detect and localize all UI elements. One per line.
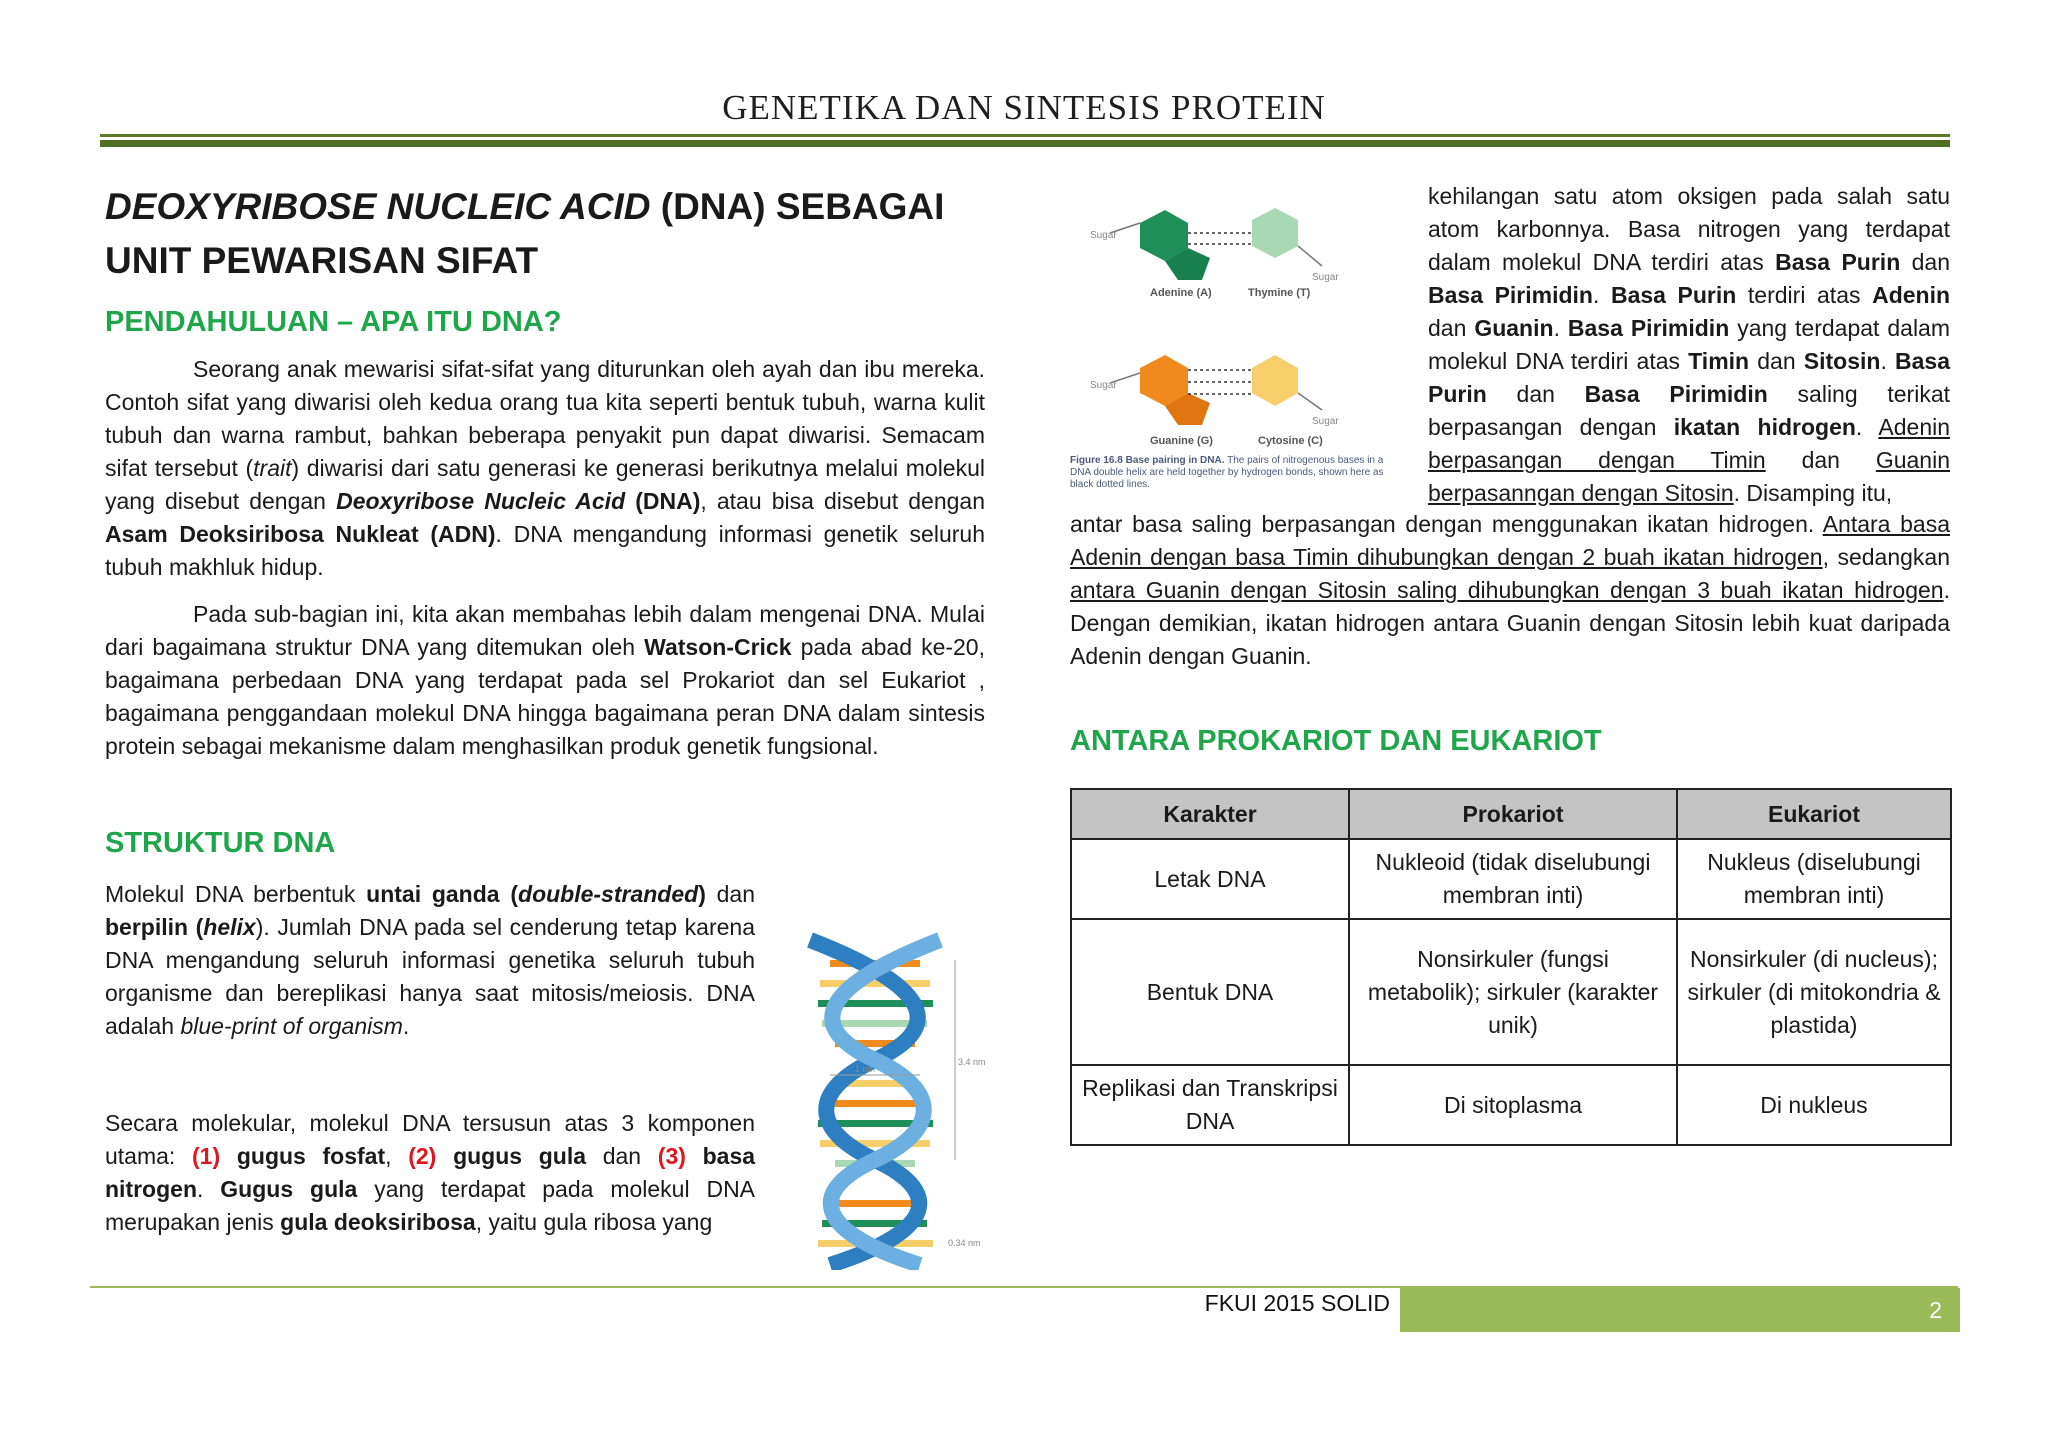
table-cell: Nonsirkuler (di nucleus); sirkuler (di mitokondria & plastida) xyxy=(1677,919,1951,1065)
section-heading-pendahuluan: PENDAHULUAN – APA ITU DNA? xyxy=(105,306,562,338)
table-cell: Nukleoid (tidak diselubungi membran inti) xyxy=(1349,839,1677,919)
main-title-line2: UNIT PEWARISAN SIFAT xyxy=(105,240,539,281)
pitch-label: 3.4 nm xyxy=(958,1057,986,1067)
main-title-italic: DEOXYRIBOSE NUCLEIC ACID xyxy=(105,186,651,227)
dna-double-helix-figure xyxy=(790,930,990,1270)
table-row xyxy=(1071,839,1951,919)
diameter-label: 1 nm xyxy=(855,1064,876,1074)
table-header-karakter: Karakter xyxy=(1071,789,1349,839)
sugar-label-1: Sugar xyxy=(1090,230,1117,241)
paragraph-basa-nitrogen: kehilangan satu atom oksigen pada salah satu atom karbonnya. Basa nitrogen yang terdapat dalam molekul DNA terdiri atas Basa Purin dan Basa Pirimidin. Basa Purin terdiri atas Adenin dan Guanin. Basa Pirimidin yang terdapat dalam molekul DNA terdiri atas Timin dan Sitosin. Basa Purin dan Basa Pirimidin saling terikat berpasangan dengan ikatan hidrogen. Adenin berpasangan dengan Timin dan Guanin berpasanngan dengan Sitosin. Disamping itu, xyxy=(1428,183,1951,506)
right-column-full-text xyxy=(1070,508,1950,758)
thymine-label: Thymine (T) xyxy=(1248,287,1311,299)
table-cell: Nonsirkuler (fungsi metabolik); sirkuler (karakter unik) xyxy=(1349,919,1677,1065)
table-header-row xyxy=(1071,789,1951,839)
cytosine-ring xyxy=(1252,355,1298,406)
right-column-narrow-text xyxy=(1428,180,1950,510)
thymine-ring xyxy=(1252,208,1298,258)
guanine-label: Guanine (G) xyxy=(1150,435,1213,447)
table-row xyxy=(1071,919,1951,1065)
sugar-label-4: Sugar xyxy=(1312,416,1339,427)
paragraph-ikatan-hidrogen: antar basa saling berpasangan dengan menggunakan ikatan hidrogen. Antara basa Adenin dengan basa Timin dihubungkan dengan 2 buah ikatan hidrogen, sedangkan antara Guanin dengan Sitosin saling dihubungkan dengan 3 buah ikatan hidrogen. Dengan demikian, ikatan hidrogen antara Guanin dengan Sitosin lebih kuat daripada Adenin dengan Guanin. xyxy=(1070,511,1951,669)
main-title-rest: (DNA) SEBAGAI xyxy=(650,186,945,227)
paragraph-struktur-1: Molekul DNA berbentuk untai ganda (double-stranded) dan berpilin (helix). Jumlah DNA pada sel cenderung tetap karena DNA mengandung seluruh informasi genetika seluruh tubuh organisme dan bereplikasi hanya saat mitosis/meiosis. DNA adalah blue-print of organism. xyxy=(105,881,755,1039)
prokariot-eukariot-table xyxy=(1070,788,1952,1146)
rise-label: 0.34 nm xyxy=(948,1238,981,1248)
adenine-thymine-pair xyxy=(1090,208,1339,299)
table-cell: Di nukleus xyxy=(1677,1065,1951,1145)
main-title xyxy=(105,180,985,288)
guanine-cytosine-pair xyxy=(1090,355,1339,447)
header-rule-thick xyxy=(100,140,1950,147)
table-cell: Nukleus (diselubungi membran inti) xyxy=(1677,839,1951,919)
base-pairing-caption: Figure 16.8 Base pairing in DNA. The pairs of nitrogenous bases in a DNA double helix are held together by hydrogen bonds, shown here as black dotted lines. xyxy=(1070,455,1384,490)
header-rule-thin xyxy=(100,134,1950,137)
section-heading-prokariot-eukariot: ANTARA PROKARIOT DAN EUKARIOT xyxy=(1070,725,1602,757)
table-cell: Letak DNA xyxy=(1071,839,1349,919)
sugar-label-3: Sugar xyxy=(1090,380,1117,391)
table-cell: Bentuk DNA xyxy=(1071,919,1349,1065)
table-header-prokariot: Prokariot xyxy=(1349,789,1677,839)
paragraph-pendahuluan-2: Pada sub-bagian ini, kita akan membahas lebih dalam mengenai DNA. Mulai dari bagaimana struktur DNA yang ditemukan oleh Watson-Crick pada abad ke-20, bagaimana perbedaan DNA yang terdapat pada sel Prokariot dan sel Eukariot , bagaimana penggandaan molekul DNA hingga bagaimana peran DNA dalam sintesis protein sebagai mekanisme dalam menghasilkan produk genetik fungsional. xyxy=(105,601,985,759)
page-header-title: GENETIKA DAN SINTESIS PROTEIN xyxy=(722,88,1326,127)
footer-text: FKUI 2015 SOLID xyxy=(1204,1290,1390,1316)
table-cell: Replikasi dan Transkripsi DNA xyxy=(1071,1065,1349,1145)
paragraph-struktur-2: Secara molekular, molekul DNA tersusun atas 3 komponen utama: (1) gugus fosfat, (2) gugus gula dan (3) basa nitrogen. Gugus gula yang terdapat pada molekul DNA merupakan jenis gula deoksiribosa, yaitu gula ribosa yang xyxy=(105,1110,756,1235)
cytosine-label: Cytosine (C) xyxy=(1258,435,1323,447)
table-row xyxy=(1071,1065,1951,1145)
adenine-label: Adenine (A) xyxy=(1150,287,1212,299)
table-cell: Di sitoplasma xyxy=(1349,1065,1677,1145)
paragraph-pendahuluan-1: Seorang anak mewarisi sifat-sifat yang diturunkan oleh ayah dan ibu mereka. Contoh sifat yang diwarisi oleh kedua orang tua kita seperti bentuk tubuh, warna kulit tubuh dan warna rambut, bahkan beberapa penyakit pun dapat diwarisi. Semacam sifat tersebut (trait) diwarisi dari satu generasi ke generasi berikutnya melalui molekul yang disebut dengan Deoxyribose Nucleic Acid (DNA), atau bisa disebut dengan Asam Deoksiribosa Nukleat (ADN). DNA mengandung informasi genetik seluruh tubuh makhluk hidup. xyxy=(105,356,986,580)
section-heading-struktur-dna: STRUKTUR DNA xyxy=(105,827,336,859)
page-number: 2 xyxy=(1400,1288,1960,1332)
sugar-label-2: Sugar xyxy=(1312,272,1339,283)
table-header-eukariot: Eukariot xyxy=(1677,789,1951,839)
